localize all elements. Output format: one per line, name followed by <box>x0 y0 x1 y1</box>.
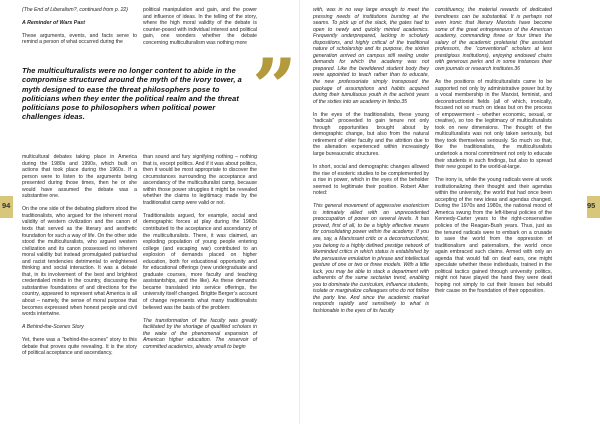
page-number-left: 94 <box>2 201 11 210</box>
quotation-mark-icon: ” <box>252 42 297 133</box>
right-col1 <box>313 7 429 315</box>
paragraph: than sound and fury signifying nothing – nothing that is, except politics. And if it was about politics, then it would be most appropriate to discover the circumstances surrounding the acceptance and ascendancy of the multiculturalist camp, because within those power struggles it might be revealed whether the claims to legitimacy made by the traditionalist camp were valid or not. <box>143 154 257 206</box>
paragraph: As the positions of multiculturalists came to be supported not only by administrative power but by a vocal membership in the Marxist, feminist, and deconstructionist fields (all of which, ironically, focused not so much on ideas but on the process of empowerment – whether economic, sexual, or creative), so too the legitimacy of multiculturalists took on new dimensions. The thought of the multiculturalists was not only taken seriously, but they took themselves seriously. So much so that, like the traditionalists, the multiculturalists undertook a moral commitment not only to educate their students in such findings, but also to spread their new gospel to the world-at-large. <box>435 78 552 171</box>
page-number-right: 95 <box>587 201 596 210</box>
paragraph: In the eyes of the traditionalists, these young “radicals” proceeded to gain tenure not only through opportunities brought about by demographic change, but also from the natural retirement of elder faculty and the attrition due to the alienation experienced within increasingly large bureaucratic structures. <box>313 111 429 157</box>
paragraph: In short, social and demographic changes allowed the rise of esoteric studies to be complemented by a rise in power, which in the eyes of the beholder seemed to legitimate their position. Robert Alter noted: <box>313 164 429 197</box>
right-col2 <box>435 7 552 295</box>
paragraph: The irony is, while the young radicals were at work institutionalizing their thought and their agendas within the university, the world that had once been accepting of the new ideas and agendas changed. During the 1970s and 1980s, the national mood of America swung from the left-liberal policies of the Kennedy-Carter years to the right-conservative policies of the Reagan-Bush years. Thus, just as the tenured radicals were to embark on a crusade to save the world from the oppression of traditionalism and paternalism, the world once again embraced such claims. Armed with only an agenda that would fall on deaf ears, one might speculate whether these individuals, trained in the political tactics gained through university politics, might not have played the hand they were dealt hoping not simply to cut their losses but rebuild their cause on the foundation of their opposition. <box>435 177 552 295</box>
pull-quote: The multiculturalists were no longer content to abide in the compromise structured around the myth of the ivory tower, a myth designed to ease the threat philosophers pose to politicians when they enter the political realm and the threat politicians pose to philosophers when political power challenges ideas. <box>22 66 242 122</box>
left-col2-bottom <box>143 154 257 350</box>
subheading: A Behind-the-Scenes Story <box>22 324 84 331</box>
paragraph: political manipulation and gain, and the power and influence of ideas. In the telling of the story, where the high moral validity of the debate is counter-posed with individual interest and political gain, one wonders whether the debate concerning multiculturalism was nothing more <box>143 7 257 46</box>
left-col2-top <box>143 7 257 46</box>
paragraph: On the one side of the debating platform stood the traditionalists, who argued for the inherent moral validity of western civilization and the canon of texts that served as the literary and aesthetic foundation for such a way of life. On the other side stood the multiculturalists, who argued western civilization and its canon possessed no inherent moral validity but instead promulgated patriarchal and racist tendencies detrimental to enlightened thinking and social interaction. It was a debate that, in its involvement of the best and brightest credentialed minds in the country, discussing the substantive foundations of and directions for the country, appeared to represent what America is all about – namely, the sense of moral purpose that becomes expressed when honest people and civil words intertwine. <box>22 206 137 318</box>
section-heading: A Reminder of Wars Past <box>22 19 85 26</box>
left-col1-top <box>22 7 137 46</box>
paragraph: Traditionalists argued, for example, social and demographic forces at play during the 1960s contributed to the acceptance and ascendancy of the multiculturalists. There, it was claimed, an exploding population of young people entering college (and escaping war) contributed to an explosion of demands placed on higher education, both for educational opportunity and for educational offerings (new undergraduate and graduate courses, more faculty and teaching assistantships, and the like). As these demands became translated into service offerings, the university itself changed. Brigitte Berger’s account of change represents what many traditionalists believed was the basis of the problem: <box>143 212 257 311</box>
paragraph: These arguments, events, and facts serve to remind a person of what occurred during the <box>22 32 137 46</box>
paragraph: Yet, there was a “behind-the-scenes” story to this debate that proves quite revealing. It is the story of political acceptance and ascendancy, <box>22 337 137 357</box>
block-quote: constituency, the material rewards of dedicated trendiness can be substantial. It is perhaps not even ironic that literary Marxists have become some of the great entrepreneurs of the American academy, commanding three or four times the salary of the academic proletariat (the assistant professors, the “conventional” scholars at less prestigious institutions), enjoying endowed chairs with generous perks and in some instances their own journals or research institutes.36 <box>435 7 552 72</box>
left-col1-bottom <box>22 154 137 357</box>
continued-note: (The End of Liberalism?, continued from p. 22) <box>22 7 129 13</box>
paragraph: multicultural debates taking place in America during the 1980s and 1990s, which built on actions that took place during the 1960s. If a person were to listen to the arguments being presented during those times, then he or she would have assumed the debate was a substantive one. <box>22 154 137 200</box>
block-quote: This general movement of aggressive esotericism is intimately allied with an unprecedented preoccupation of power on several levels. It has proved, first of all, to be a highly effective means for consolidating power within the academy. If you are, say, a Marxissant critic or a deconstructionist, you belong to a highly defined prestige network of likeminded critics in which status is established by the persuasive emulation in phrase and intellectual gesture of one or two or three models. With a little luck, you may be able to stack a department with adherents of the same sectarian trend, enabling you to dominate the curriculum, influence students, isolate or marginalize colleagues who do not follow the party line. And since the academic market responds rapidly and sensitively to what is fashionable in the eyes of its faculty <box>313 203 430 315</box>
block-quote: with, was in no way large enough to meet the pressing needs of institutions bursting at the seams. To pick up of the slack, the gates had to open to newly and quickly minted academics. Frequently underprepared, lacking in scholarly dispositions, and highly critical of the traditional nature of scholarship and its purpose, the sixties generation arrived on campus still reeling under demands for which the academy was not prepared. Like the bewildered student body they were appointed to teach rather than to educate, the new professoriate simply transposed the package of assumptions and habits acquired during their tumultuous youth in the activist years of the sixties into an academy in limbo.35 <box>313 7 429 105</box>
block-quote: The transformation of the faculty was greatly facilitated by the shortage of qualified scholars in the wake of the phenomenal expansion of American higher education. The reservoir of committed academics, already small to begin <box>143 317 257 350</box>
right-page <box>300 0 600 424</box>
